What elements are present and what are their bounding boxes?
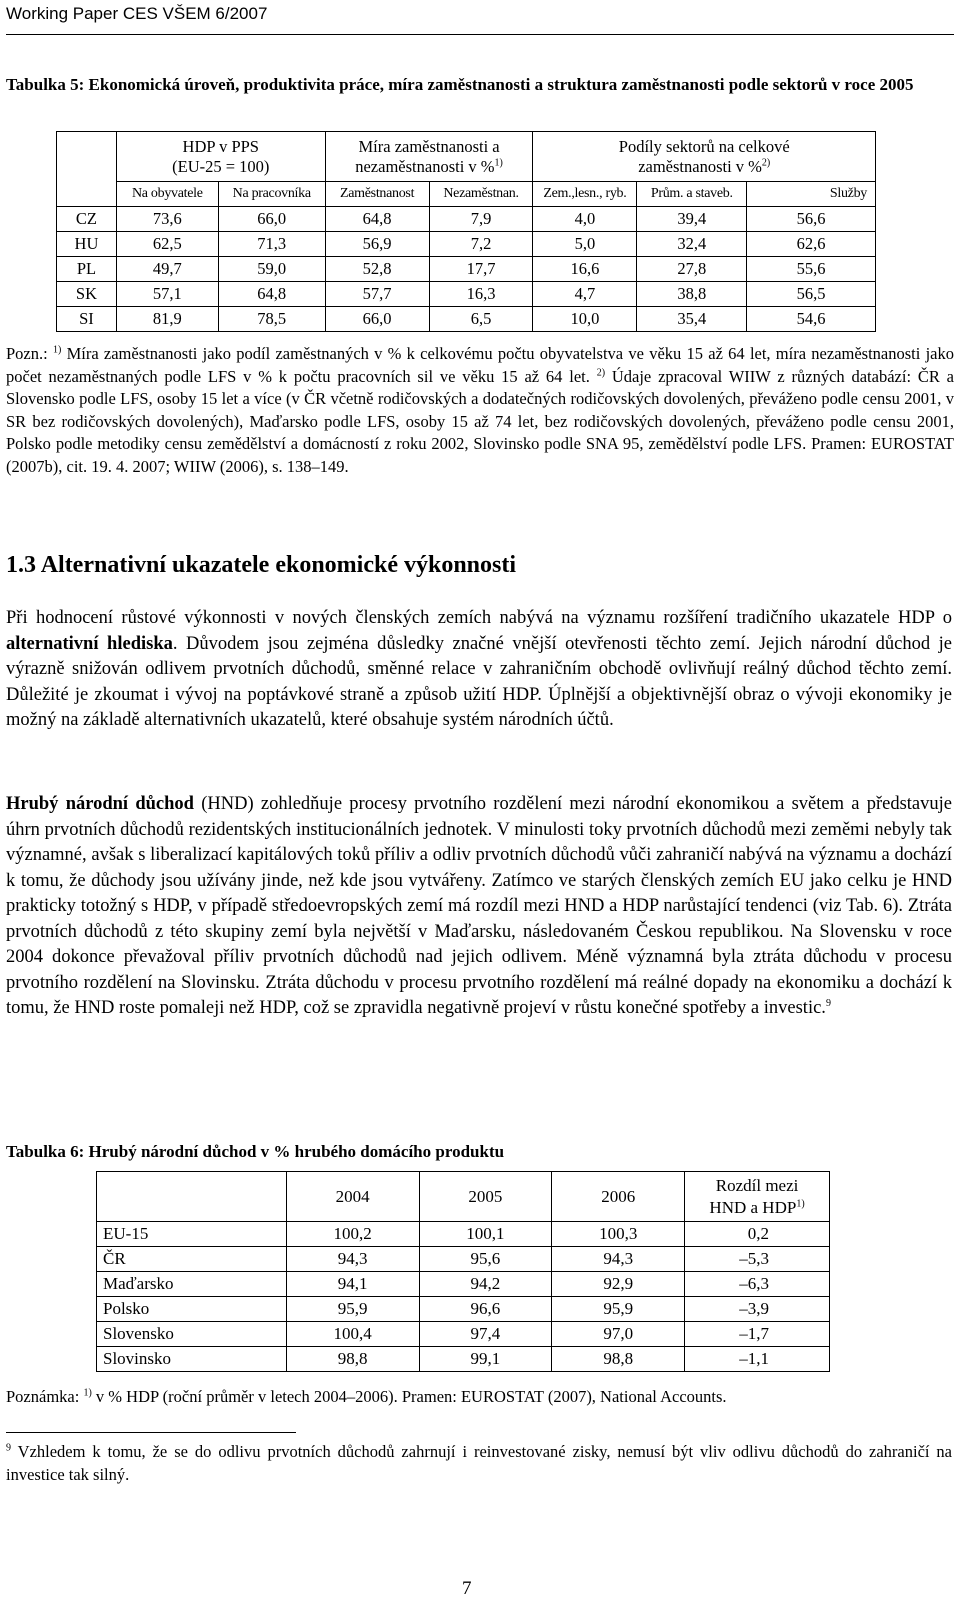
table5-col-header: Zaměstnanost (325, 182, 429, 207)
table5-group-employment (325, 132, 533, 182)
table-cell: 94,3 (552, 1247, 685, 1272)
table-cell: 7,2 (429, 232, 533, 257)
table-cell: 66,0 (325, 307, 429, 332)
table-cell: 0,2 (685, 1222, 830, 1247)
table5-note-sup2: 2) (596, 367, 606, 378)
table5-group-sectors-sup: 2) (761, 157, 771, 168)
table6-col-header-diff (685, 1172, 830, 1222)
table-cell: 17,7 (429, 257, 533, 282)
footnote (6, 1440, 952, 1486)
table-cell: 27,8 (637, 257, 747, 282)
table6-diff-sup: 1) (796, 1197, 805, 1209)
table-cell: EU-15 (97, 1222, 287, 1247)
table-row (97, 1322, 830, 1347)
table-cell: 10,0 (533, 307, 637, 332)
table6-corner (97, 1172, 287, 1222)
paragraph-2-text: (HND) zohledňuje procesy prvotního rozdělení mezi národní ekonomikou a světem a představuje úhrn prvotních důchodů rezidentských institucionálních jednotek. V minulosti toky prvotních důchodů mezi zeměmi nebyly tak významné, avšak s liberalizací kapitálových toků příliv a odliv prvotních důchodů vůči zahraničí nabývá na významu a dochází k tomu, že důchody jsou užívány jinde, než kde jsou vytvářeny. Zatímco ve starých členských zemích EU jako celku je HND prakticky totožný s HDP, v případě středoevropských zemí má rozdíl mezi HND a HDP narůstající tendenci (viz Tab. 6). Ztráta prvotních důchodů z této skupiny zemí byla největší v Maďarsku, následovaném Českou republikou. Na Slovensku v roce 2004 dokonce převažoval příliv prvotních důchodů nad jejich odlivem. Méně významná byla ztráta důchodu v procesu prvotního rozdělení na Slovinsku. Ztráta důchodu v procesu prvotního rozdělení má reálné dopady na ekonomiku a dochází k tomu, že HND roste pomaleji než HDP, což se zpravidla negativně projeví v růstu konečné spotřeby a investic. (6, 794, 952, 1018)
table-cell: 78,5 (218, 307, 325, 332)
table5-group-hdp-line2: (EU-25 = 100) (172, 156, 270, 176)
table-cell: 100,2 (286, 1222, 419, 1247)
table-cell: 95,6 (419, 1247, 552, 1272)
table-cell: –5,3 (685, 1247, 830, 1272)
table6-note-sup: 1) (83, 1387, 92, 1399)
section-number: 1.3 (6, 552, 36, 578)
table5-group-employment-line1: Míra zaměstnanosti a (358, 136, 500, 156)
table-cell: 94,1 (286, 1272, 419, 1297)
table5-col-header: Služby (747, 182, 876, 207)
table6-col-header: 2004 (286, 1172, 419, 1222)
table-cell: SK (57, 282, 117, 307)
table5-corner (57, 132, 117, 182)
table-cell: 100,1 (419, 1222, 552, 1247)
table6-col-header: 2006 (552, 1172, 685, 1222)
table5-group-sectors (533, 132, 876, 182)
table5-caption: Tabulka 5: Ekonomická úroveň, produktivita práce, míra zaměstnanosti a struktura zaměstnanosti podle sektorů v roce 2005 (6, 75, 914, 94)
table5-col-header: Zem.,lesn., ryb. (533, 182, 637, 207)
footnote-rule (6, 1432, 296, 1433)
table-cell: 66,0 (218, 207, 325, 232)
table-cell: –3,9 (685, 1297, 830, 1322)
header-rule (6, 34, 954, 35)
table-cell: 98,8 (552, 1347, 685, 1372)
table-row (97, 1247, 830, 1272)
table-row (57, 232, 876, 257)
table5-group-employment-line2: nezaměstnanosti v % (355, 156, 495, 176)
table-row (97, 1347, 830, 1372)
table-cell: Polsko (97, 1297, 287, 1322)
table5-body (57, 207, 876, 332)
table-cell: 5,0 (533, 232, 637, 257)
table5-col-header: Na pracovníka (218, 182, 325, 207)
table-cell: 52,8 (325, 257, 429, 282)
section-title: Alternativní ukazatele ekonomické výkonnosti (40, 552, 517, 578)
table-cell: 94,2 (419, 1272, 552, 1297)
table-cell: 56,5 (747, 282, 876, 307)
table-cell: 35,4 (637, 307, 747, 332)
table5-group-hdp (116, 132, 325, 182)
table-cell: 49,7 (116, 257, 218, 282)
table-cell: 95,9 (286, 1297, 419, 1322)
table-cell: 64,8 (325, 207, 429, 232)
table-cell: 4,0 (533, 207, 637, 232)
paragraph-1 (6, 606, 952, 734)
table5-note-prefix: Pozn.: (6, 344, 48, 363)
table5-col-header: Prům. a staveb. (637, 182, 747, 207)
table-row (57, 207, 876, 232)
paragraph-1-text-b: . Důvodem jsou zejména důsledky značné vnější otevřenosti těchto zemí. Jejich národní důchod je výrazně snižován odlivem prvotních důchodů, směnné relace v zahraničním obchodě ovlivňují reálný důchod těchto zemí. Důležité je zkoumat i vývoj na poptávkové straně a způsob užití HDP. Úplnější a objektivnější obraz o vývoji ekonomiky je možný na základě alternativních ukazatelů, které obsahuje systém národních účtů. (6, 633, 952, 730)
table6-caption: Tabulka 6: Hrubý národní důchod v % hrubého domácího produktu (6, 1142, 505, 1161)
table-cell: PL (57, 257, 117, 282)
table-cell: CZ (57, 207, 117, 232)
table5-col-header: Nezaměstnan. (429, 182, 533, 207)
footnote-ref[interactable]: 9 (825, 997, 831, 1009)
footnote-number: 9 (6, 1442, 11, 1454)
table-cell: 32,4 (637, 232, 747, 257)
table-cell: 57,7 (325, 282, 429, 307)
paragraph-2-bold: Hrubý národní důchod (6, 794, 194, 814)
table-cell: 94,3 (286, 1247, 419, 1272)
table-cell: 97,0 (552, 1322, 685, 1347)
paragraph-1-bold: alternativní hlediska (6, 633, 173, 654)
page-number: 7 (462, 1578, 472, 1599)
table-cell: 56,9 (325, 232, 429, 257)
table-cell: 64,8 (218, 282, 325, 307)
table-cell: 98,8 (286, 1347, 419, 1372)
table5-group-sectors-line1: Podíly sektorů na celkové (618, 136, 790, 156)
table-cell: 7,9 (429, 207, 533, 232)
table-cell: –1,1 (685, 1347, 830, 1372)
table-cell: 16,3 (429, 282, 533, 307)
table6-body (97, 1222, 830, 1372)
table-cell: 56,6 (747, 207, 876, 232)
table-cell: –6,3 (685, 1272, 830, 1297)
table-cell: 100,4 (286, 1322, 419, 1347)
table-cell: Slovinsko (97, 1347, 287, 1372)
table5-subheader-empty (57, 182, 117, 207)
table-cell: 16,6 (533, 257, 637, 282)
table-cell: Maďarsko (97, 1272, 287, 1297)
table-cell: 71,3 (218, 232, 325, 257)
table-cell: 54,6 (747, 307, 876, 332)
table-cell: 99,1 (419, 1347, 552, 1372)
table-cell: 81,9 (116, 307, 218, 332)
table-row (57, 282, 876, 307)
table-cell: 92,9 (552, 1272, 685, 1297)
table-row (57, 257, 876, 282)
table-cell: 6,5 (429, 307, 533, 332)
table-cell: 97,4 (419, 1322, 552, 1347)
table-cell: Slovensko (97, 1322, 287, 1347)
running-header: Working Paper CES VŠEM 6/2007 (6, 4, 268, 23)
table-cell: 73,6 (116, 207, 218, 232)
footnote-text: Vzhledem k tomu, že se do odlivu prvotních důchodů zahrnují i reinvestované zisky, nemusí být vliv odlivu důchodů do zahraničí na investice tak silný. (6, 1442, 952, 1484)
table-cell: 4,7 (533, 282, 637, 307)
table-cell: 38,8 (637, 282, 747, 307)
table5-note-sup1: 1) (52, 344, 62, 356)
table-cell: HU (57, 232, 117, 257)
table6-note-text: v % HDP (roční průměr v letech 2004–2006). Pramen: EUROSTAT (2007), National Accounts. (91, 1387, 727, 1406)
table-cell: 95,9 (552, 1297, 685, 1322)
table6-diff-line2: HND a HDP (709, 1197, 797, 1217)
table6 (96, 1171, 830, 1372)
table-row (57, 307, 876, 332)
table-cell: ČR (97, 1247, 287, 1272)
table5-col-header: Na obyvatele (116, 182, 218, 207)
table-cell: 57,1 (116, 282, 218, 307)
table5-note-text1: Míra zaměstnanosti jako podíl zaměstnaných v % k celkovému počtu obyvatelstva ve věku 15 až 64 let, míra nezaměstnanosti jako počet nezaměstnaných podle LFS v % k počtu pracovních sil ve věku 15 až 64 let. (6, 344, 955, 386)
table6-note-prefix: Poznámka: (6, 1387, 84, 1406)
table5-note-text2: Údaje zpracoval WIIW z různých databází: ČR a Slovensko podle LFS, osoby 15 let a více (v ČR včetně rodičovských a dodatečných rodičovských dovolených, převáženo podle censu 2001, v SR bez rodičovských dovolených), Maďarsko podle LFS, osoby 15 až 74 let, bez rodičovských dovolených, převáženo podle censu 2001, Polsko podle metodiky censu zemědělství a domácností z roku 2002, Slovinsko podle SNA 95, zemědělství podle LFS. Pramen: EUROSTAT (2007b), cit. 19. 4. 2007; WIIW (2006), s. 138–149. (6, 366, 954, 476)
table-cell: 55,6 (747, 257, 876, 282)
table-cell: 96,6 (419, 1297, 552, 1322)
table6-note (6, 1386, 954, 1409)
table-cell: 59,0 (218, 257, 325, 282)
table5-group-hdp-line1: HDP v PPS (182, 136, 259, 156)
table5 (56, 131, 876, 332)
table-row (97, 1222, 830, 1247)
table5-group-employment-sup: 1) (494, 157, 503, 168)
table-cell: 62,5 (116, 232, 218, 257)
table6-col-header: 2005 (419, 1172, 552, 1222)
table-cell: –1,7 (685, 1322, 830, 1347)
table-cell: 39,4 (637, 207, 747, 232)
paragraph-2 (6, 792, 952, 1022)
table-cell: 100,3 (552, 1222, 685, 1247)
paragraph-1-text-a: Při hodnocení růstové výkonnosti v nových členských zemích nabývá na významu rozšíření tradičního ukazatele HDP o (6, 608, 952, 628)
section-heading (6, 552, 516, 579)
table-cell: SI (57, 307, 117, 332)
table-row (97, 1297, 830, 1322)
table5-note (6, 343, 954, 478)
table5-group-sectors-line2: zaměstnanosti v % (638, 156, 762, 176)
table6-diff-line1: Rozdíl mezi (715, 1175, 799, 1195)
table-row (97, 1272, 830, 1297)
table-cell: 62,6 (747, 232, 876, 257)
